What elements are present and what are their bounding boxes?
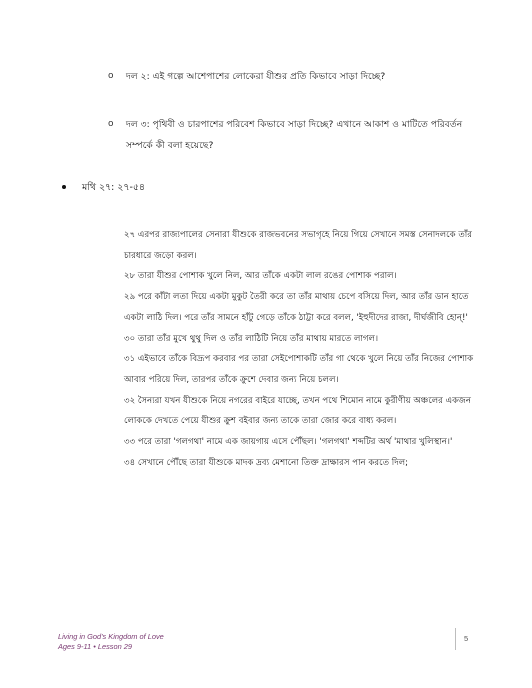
verse-27: ২৭ এরপর রাজ্যপালের সেনারা যীশুকে রাজভবনের সভাগৃহে নিয়ে গিয়ে সেখানে সমস্ত সেনাদলকে তাঁর চারধারে জড়ো করল।: [124, 230, 472, 261]
discussion-item-group-3: [108, 114, 468, 156]
footer-ages: Ages 9-11: [58, 642, 92, 651]
verse-33: ৩৩ পরে তারা 'গলগথা' নামে এক জায়গায় এসে পৌঁছল। 'গলগথা' শব্দটির অর্থ 'মাথার খুলিস্থান।': [124, 437, 453, 448]
bullet-dot-icon: [62, 185, 66, 189]
verse-29: ২৯ পরে কাঁটা লতা দিয়ে একটা মুকুট তৈরী করে তা তাঁর মাথায় চেপে বসিয়ে দিল, আর তাঁর ডান হাতে একটা লাঠি দিল। পরে তাঁর সামনে হাঁটু গেড়ে তাঁকে ঠাট্টা করে বলল, 'ইহুদীদের রাজা, দীর্ঘজীবি হোন্!': [124, 292, 469, 323]
scripture-reference-item: [62, 180, 145, 196]
page-number: 5: [464, 634, 469, 643]
scripture-reference: মথি ২৭: ২৭-৫৪: [82, 182, 146, 193]
footer-series-title: Living in God's Kingdom of Love: [58, 632, 164, 641]
verse-30: ৩০ তারা তাঁর মুখে থুথু দিল ও তাঁর লাঠিটি নিয়ে তাঁর মাথায় মারতে লাগল।: [124, 333, 379, 344]
discussion-item-text: দল ২: এই গল্পে আশেপাশের লোকেরা যীশুর প্রতি কিভাবে সাড়া দিচ্ছে?: [126, 71, 386, 82]
footer-lesson-line: [58, 642, 164, 652]
circle-bullet-icon: o: [108, 71, 114, 81]
verse-28: ২৮ তারা যীশুর পোশাক খুলে নিল, আর তাঁকে একটা লাল রঙের পোশাক পরাল।: [124, 271, 397, 282]
verse-31: ৩১ এইভাবে তাঁকে বিদ্রূপ করবার পর তারা সেইপোশাকটি তাঁর গা থেকে খুলে নিয়ে তাঁর নিজের পোশাক আবার পরিয়ে দিল, তারপর তাঁকে ক্রুশে দেবার জন্য নিয়ে চলল।: [124, 354, 474, 385]
discussion-item-text: দল ৩: পৃথিবী ও চারপাশের পরিবেশ কিভাবে সাড়া দিচ্ছে? এখানে আকাশ ও মাটিতে পরিবর্তন সম্পর্কে কী বলা হয়েছে?: [126, 119, 463, 151]
discussion-item-group-2: [108, 66, 468, 87]
footer-series-info: [58, 632, 164, 652]
verse-34: ৩৪ সেখানে পৌঁছে তারা যীশুকে মাদক দ্রব্য মেশানো তিক্ত দ্রাক্ষারস পান করতে দিল;: [124, 457, 409, 468]
circle-bullet-icon: o: [108, 119, 114, 129]
footer-divider: [455, 628, 456, 650]
footer-lesson: Lesson 29: [97, 642, 132, 651]
footer-separator: •: [93, 642, 96, 651]
verse-32: ৩২ সৈন্যরা যখন যীশুকে নিয়ে নগরের বাইরে যাচ্ছে, তখন পথে শিমোন নামে কুরীণীয় অঞ্চলের একজন লোককে দেখতে পেয়ে যীশুর ক্রুশ বইবার জন্য তাকে তারা জোর করে বাধ্য করল।: [124, 395, 471, 427]
scripture-passage: [124, 225, 474, 473]
